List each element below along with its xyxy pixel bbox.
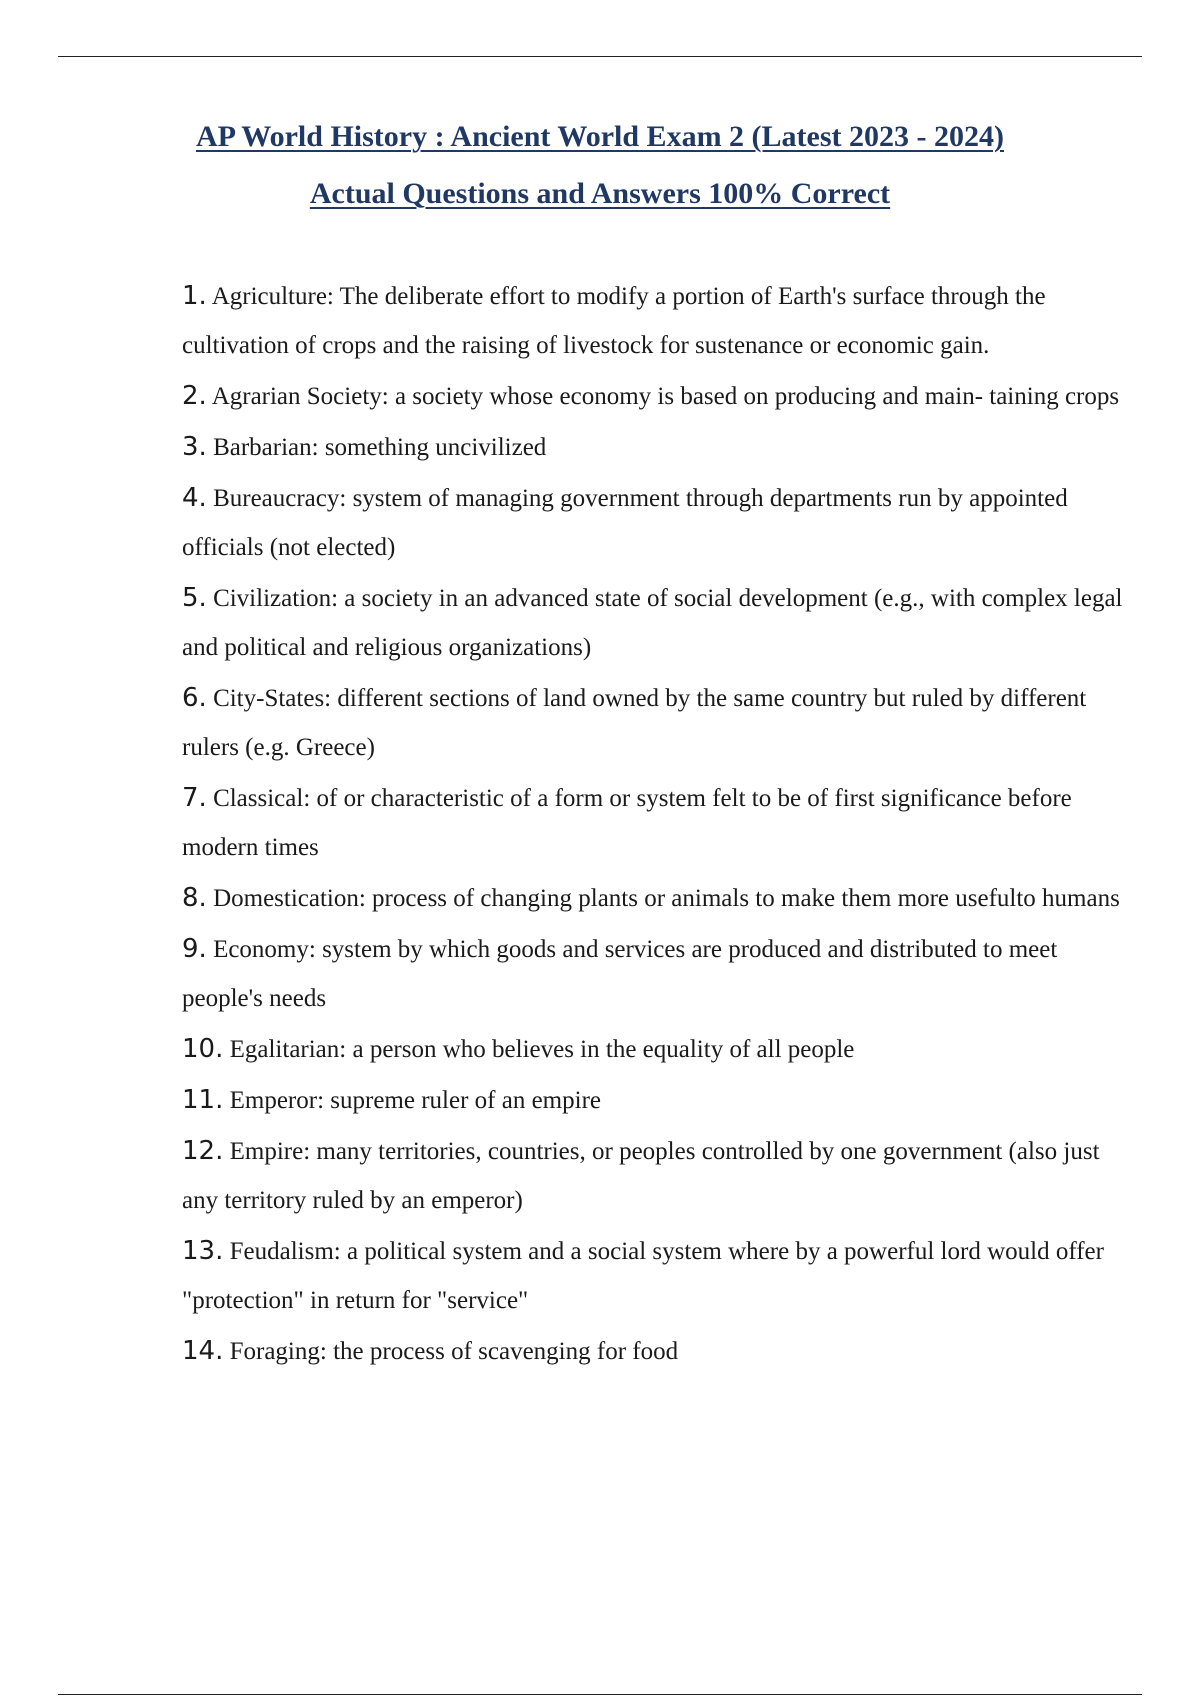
entry-text: Agrarian Society: a society whose economy is based on producing and main- taining crops	[211, 383, 1120, 410]
glossary-entry	[182, 774, 1126, 872]
glossary-entry	[182, 372, 1126, 421]
entry-text: Barbarian: something uncivilized	[213, 434, 547, 461]
entry-number: 3.	[182, 432, 207, 462]
glossary-entry	[182, 574, 1126, 672]
entry-number: 4.	[182, 483, 207, 513]
entry-number: 14.	[182, 1336, 224, 1366]
top-rule	[58, 56, 1142, 57]
glossary-entry	[182, 925, 1126, 1023]
title-line-2: Actual Questions and Answers 100% Correct	[309, 177, 891, 210]
entry-number: 1.	[182, 281, 207, 311]
glossary-entry	[182, 1327, 1126, 1376]
glossary-entry	[182, 423, 1126, 472]
entry-number: 12.	[182, 1136, 224, 1166]
entry-text: Emperor: supreme ruler of an empire	[229, 1087, 601, 1114]
entry-number: 8.	[182, 883, 207, 913]
entry-text: Foraging: the process of scavenging for food	[229, 1338, 679, 1365]
entry-text: Classical: of or characteristic of a form or system felt to be of first significance before modern times	[182, 785, 1072, 861]
entry-number: 5.	[182, 583, 207, 613]
glossary-list	[182, 272, 1126, 1378]
entry-number: 6.	[182, 683, 207, 713]
entry-number: 10.	[182, 1034, 224, 1064]
glossary-entry	[182, 874, 1126, 923]
bottom-rule	[58, 1694, 1142, 1695]
entry-number: 7.	[182, 783, 207, 813]
entry-number: 11.	[182, 1085, 224, 1115]
document-title	[0, 108, 1200, 222]
entry-text: Egalitarian: a person who believes in the equality of all people	[229, 1036, 855, 1063]
glossary-entry	[182, 1127, 1126, 1225]
entry-text: Agriculture: The deliberate effort to modify a portion of Earth's surface through the cultivation of crops and the raising of livestock for sustenance or economic gain.	[182, 283, 1046, 359]
glossary-entry	[182, 1076, 1126, 1125]
entry-text: Feudalism: a political system and a social system where by a powerful lord would offer "protection" in return for "service"	[182, 1238, 1104, 1314]
entry-text: Empire: many territories, countries, or peoples controlled by one government (also just any territory ruled by an emperor)	[182, 1138, 1100, 1214]
entry-number: 9.	[182, 934, 207, 964]
entry-text: Civilization: a society in an advanced state of social development (e.g., with complex legal and political and religious organizations)	[182, 585, 1123, 661]
entry-number: 13.	[182, 1236, 224, 1266]
entry-number: 2.	[182, 381, 207, 411]
entry-text: Economy: system by which goods and services are produced and distributed to meet people's needs	[182, 936, 1058, 1012]
glossary-entry	[182, 272, 1126, 370]
glossary-entry	[182, 1227, 1126, 1325]
entry-text: Bureaucracy: system of managing government through departments run by appointed officials (not elected)	[182, 485, 1068, 561]
glossary-entry	[182, 674, 1126, 772]
glossary-entry	[182, 474, 1126, 572]
entry-text: Domestication: process of changing plants or animals to make them more usefulto humans	[213, 885, 1120, 912]
title-line-1: AP World History : Ancient World Exam 2 (Latest 2023 - 2024)	[195, 120, 1005, 153]
glossary-entry	[182, 1025, 1126, 1074]
entry-text: City-States: different sections of land owned by the same country but ruled by different rulers (e.g. Greece)	[182, 685, 1087, 761]
